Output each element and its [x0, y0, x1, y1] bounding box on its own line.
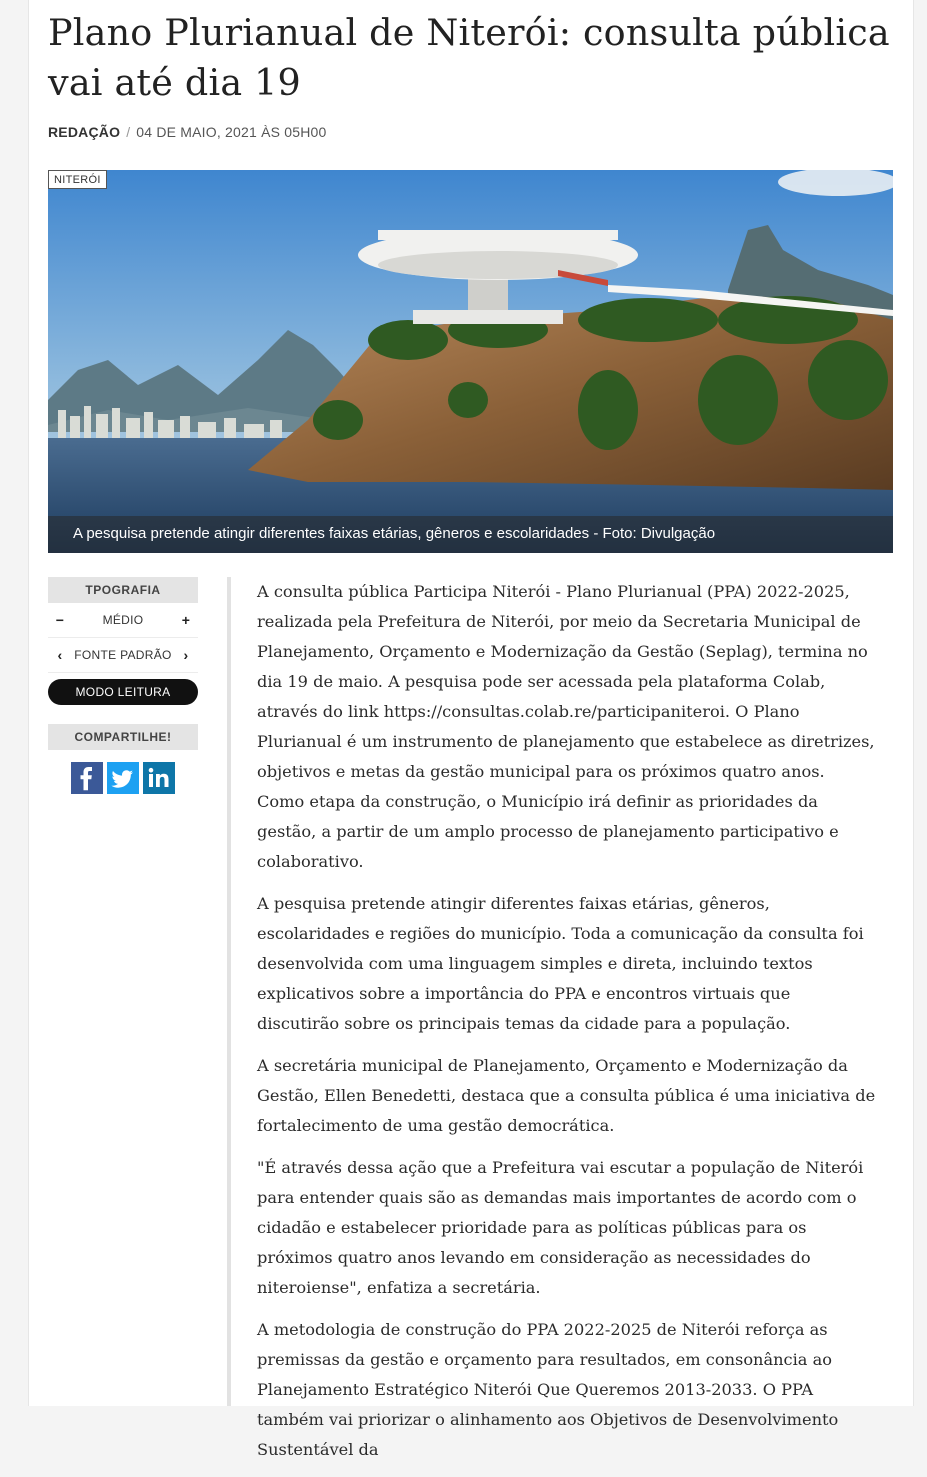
font-size-control: [48, 603, 198, 638]
article-sidebar: [48, 577, 198, 794]
article-body: [257, 577, 877, 1477]
article-paragraph: A consulta pública Participa Niterói - Plano Plurianual (PPA) 2022-2025, realizada pela Prefeitura de Niterói, por meio da Secretaria Municipal de Planejamento, Orçamento e Modernização da Gestão (Seplag), termina no dia 19 de maio. A pesquisa pode ser acessada pela plataforma Colab, através do link https://consultas.colab.re/participaniteroi. O Plano Plurianual é um instrumento de planejamento que estabelece as diretrizes, objetivos e metas da gestão municipal para os próximos quatro anos. Como etapa da construção, o Município irá definir as prioridades da gestão, a partir de um amplo processo de planejamento participativo e colaborativo.: [257, 582, 875, 871]
linkedin-icon[interactable]: [143, 762, 175, 794]
share-title: COMPARTILHE!: [48, 724, 198, 750]
photo-caption-text: A pesquisa pretende atingir diferentes faixas etárias, gêneros e escolaridades - Foto: Divulgação: [73, 525, 716, 542]
font-size-decrease-button[interactable]: −: [55, 612, 65, 628]
article-paragraph: A metodologia de construção do PPA 2022-2025 de Niterói reforça as premissas da gestão e orçamento para resultados, em consonância ao Planejamento Estratégico Niterói Que Queremos 2013-2033. O PPA também vai priorizar o alinhamento aos Objetivos de Desenvolvimento Sustentável da: [257, 1320, 839, 1459]
byline-separator: /: [126, 124, 131, 140]
reader-mode-button[interactable]: MODO LEITURA: [48, 679, 198, 705]
article-photo: [48, 170, 893, 553]
article-paragraph: "É através dessa ação que a Prefeitura vai escutar a população de Niterói para entender quais são as demandas mais importantes de acordo com o cidadão e estabelecer prioridade para as políticas públicas para os próximos quatro anos levando em consideração as necessidades do niteroiense", enfatiza a secretária.: [257, 1158, 864, 1297]
article-page: [28, 0, 914, 1459]
author-link[interactable]: REDAÇÃO: [48, 124, 121, 140]
font-family-label: FONTE PADRÃO: [74, 648, 172, 662]
font-prev-button[interactable]: ‹: [57, 647, 63, 663]
article-byline: [48, 124, 327, 140]
share-buttons: [48, 762, 198, 794]
font-size-increase-button[interactable]: +: [181, 612, 191, 628]
article-headline: Plano Plurianual de Niterói: consulta pública vai até dia 19: [48, 11, 890, 104]
font-family-control: [48, 638, 198, 673]
category-tag[interactable]: NITERÓI: [48, 170, 107, 189]
article-paragraph: A pesquisa pretende atingir diferentes faixas etárias, gêneros, escolaridades e regiões do município. Toda a comunicação da consulta foi desenvolvida com uma linguagem simples e direta, incluindo textos explicativos sobre a importância do PPA e encontros virtuais que discutirão sobre os principais temas da cidade para a população.: [257, 894, 864, 1033]
photo-caption: [48, 516, 893, 553]
twitter-icon[interactable]: [107, 762, 139, 794]
typography-title: TPOGRAFIA: [48, 577, 198, 603]
article-paragraph: A secretária municipal de Planejamento, Orçamento e Modernização da Gestão, Ellen Benedetti, destaca que a consulta pública é uma iniciativa de fortalecimento de uma gestão democrática.: [257, 1056, 876, 1135]
facebook-icon[interactable]: [71, 762, 103, 794]
publish-date: 04 DE MAIO, 2021 ÀS 05H00: [136, 124, 327, 140]
photo-niteroi-museum: [48, 170, 893, 553]
font-size-label: MÉDIO: [102, 613, 144, 627]
font-next-button[interactable]: ›: [183, 647, 189, 663]
content-divider: [227, 577, 231, 1406]
